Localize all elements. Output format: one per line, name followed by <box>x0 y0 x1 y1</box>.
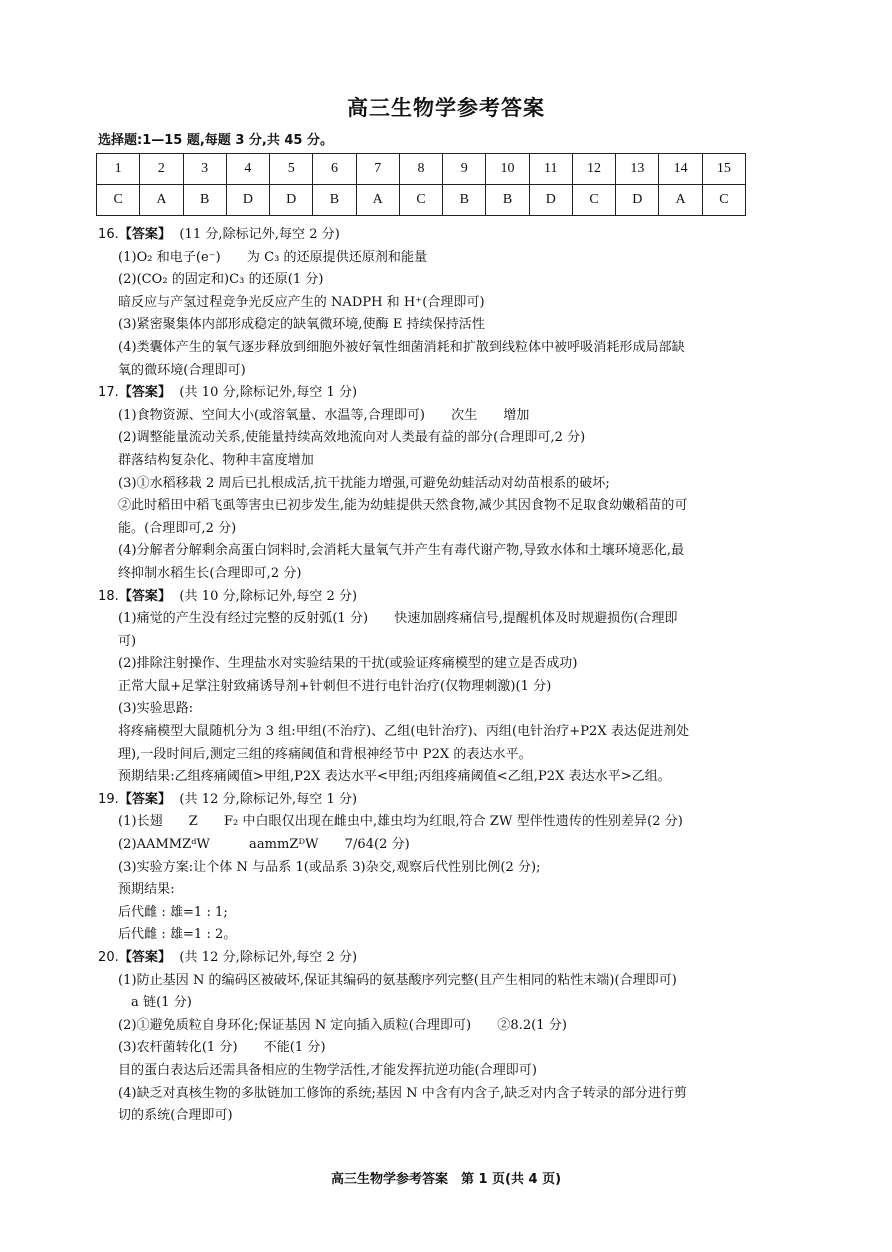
question-number-cell: 15 <box>702 154 745 185</box>
answer-line: 预期结果: <box>118 882 175 898</box>
score-note: (共 10 分,除标记外,每空 1 分) <box>179 385 358 401</box>
mc-intro: 选择题:1—15 题,每题 3 分,共 45 分。 <box>98 133 333 148</box>
answer-line: ②此时稻田中稻飞虱等害虫已初步发生,能为幼蛙提供天然食物,减少其因食物不足取食幼嫩稻苗的可 <box>118 498 688 514</box>
answer-cell: A <box>659 185 702 216</box>
answer-line: (1)痛觉的产生没有经过完整的反射弧(1 分) 快速加剧疼痛信号,提醒机体及时规避损伤(合理即 <box>118 611 678 627</box>
answer-cell: D <box>529 185 572 216</box>
answer-table-numbers-row <box>97 154 746 185</box>
score-note: (共 12 分,除标记外,每空 2 分) <box>179 950 358 965</box>
answer-cell: C <box>97 185 140 216</box>
answer-cell: C <box>572 185 615 216</box>
answer-line: 切的系统(合理即可) <box>118 1108 233 1124</box>
answer-line: 将疼痛模型大鼠随机分为 3 组:甲组(不治疗)、乙组(电针治疗)、丙组(电针治疗+P2X 表达促进剂处 <box>118 724 690 740</box>
question-number-cell: 4 <box>226 154 269 185</box>
question-number-cell: 2 <box>140 154 183 185</box>
score-note: (共 12 分,除标记外,每空 1 分) <box>179 791 358 807</box>
answer-tag: 【答案】 <box>118 791 172 807</box>
answer-cell: B <box>443 185 486 216</box>
page-footer: 高三生物学参考答案 第 1 页(共 4 页) <box>330 1172 562 1187</box>
question-number-cell: 3 <box>183 154 226 185</box>
question-number-cell: 12 <box>572 154 615 185</box>
answer-line: (1)长翅 Z F₂ 中白眼仅出现在雌虫中,雄虫均为红眼,符合 ZW 型伴性遗传的性别差异(2 分) <box>118 814 683 830</box>
answer-line: 可) <box>118 633 137 649</box>
question-number: 17. <box>98 385 119 401</box>
answer-line: (3)①水稻移栽 2 周后已扎根成活,抗干扰能力增强,可避免幼蛙活动对幼苗根系的破坏; <box>118 475 610 491</box>
question-number-cell: 11 <box>529 154 572 185</box>
question-block <box>98 586 808 789</box>
answer-line: (2)排除注射操作、生理盐水对实验结果的干扰(或验证疼痛模型的建立是否成功) <box>118 656 578 672</box>
answer-table-answers-row <box>97 185 746 216</box>
answer-line: 后代雌 : 雄=1 : 2。 <box>118 927 237 943</box>
answer-line: (4)缺乏对真核生物的多肽链加工修饰的系统;基因 N 中含有内含子,缺乏对内含子转录的部分进行剪 <box>118 1085 687 1101</box>
score-note: (共 10 分,除标记外,每空 2 分) <box>179 588 358 604</box>
question-number-cell: 7 <box>356 154 399 185</box>
score-note: (11 分,除标记外,每空 2 分) <box>179 227 340 242</box>
answer-line: (4)分解者分解剩余高蛋白饲料时,会消耗大量氧气并产生有毒代谢产物,导致水体和土壤环境恶化,最 <box>118 543 685 559</box>
answers-content <box>98 224 808 1128</box>
question-number: 20. <box>98 950 119 965</box>
question-number: 19. <box>98 791 119 807</box>
question-header <box>98 789 808 812</box>
answer-line: 正常大鼠+足掌注射致痛诱导剂+针刺但不进行电针治疗(仅物理刺激)(1 分) <box>118 678 552 694</box>
answer-line: 预期结果:乙组疼痛阈值>甲组,P2X 表达水平<甲组;丙组疼痛阈值<乙组,P2X 表达水平>乙组。 <box>118 769 671 785</box>
question-number-cell: 1 <box>97 154 140 185</box>
answer-cell: B <box>183 185 226 216</box>
question-block <box>98 789 808 947</box>
question-number: 16. <box>98 227 119 242</box>
question-header <box>98 947 808 970</box>
question-block <box>98 382 808 585</box>
answer-table <box>96 153 746 216</box>
answer-line: (4)类囊体产生的氧气逐步释放到细胞外被好氧性细菌消耗和扩散到线粒体中被呼吸消耗形成局部缺 <box>118 339 685 355</box>
answer-line: (3)实验思路: <box>118 701 194 717</box>
question-header <box>98 382 808 405</box>
answer-line: 暗反应与产氢过程竞争光反应产生的 NADPH 和 H⁺(合理即可) <box>118 294 485 310</box>
question-block <box>98 224 808 382</box>
question-header <box>98 224 808 247</box>
question-number-cell: 5 <box>270 154 313 185</box>
answer-cell: B <box>486 185 529 216</box>
question-number: 18. <box>98 588 119 604</box>
answer-cell: A <box>140 185 183 216</box>
answer-line: (1)防止基因 N 的编码区被破坏,保证其编码的氨基酸序列完整(且产生相同的粘性末端)(合理即可) <box>118 972 677 988</box>
answer-tag: 【答案】 <box>118 950 172 965</box>
answer-cell: C <box>399 185 442 216</box>
question-block <box>98 947 808 1128</box>
answer-line: (2)AAMMZᵈW aammZᴰW 7/64(2 分) <box>118 837 410 853</box>
answer-tag: 【答案】 <box>118 385 172 401</box>
page-title: 高三生物学参考答案 <box>347 96 545 120</box>
answer-line: (3)农杆菌转化(1 分) 不能(1 分) <box>118 1040 326 1056</box>
answer-line: a 链(1 分) <box>118 995 192 1011</box>
answer-line: (2)①避免质粒自身环化;保证基因 N 定向插入质粒(合理即可) ②8.2(1 分) <box>118 1017 567 1033</box>
answer-line: 终抑制水稻生长(合理即可,2 分) <box>118 565 302 581</box>
answer-line: (3)紧密聚集体内部形成稳定的缺氧微环境,使酶 E 持续保持活性 <box>118 317 485 333</box>
answer-line: 目的蛋白表达后还需具备相应的生物学活性,才能发挥抗逆功能(合理即可) <box>118 1062 537 1078</box>
answer-cell: D <box>616 185 659 216</box>
answer-tag: 【答案】 <box>118 227 172 242</box>
answer-cell: A <box>356 185 399 216</box>
question-number-cell: 6 <box>313 154 356 185</box>
question-number-cell: 13 <box>616 154 659 185</box>
answer-tag: 【答案】 <box>118 588 172 604</box>
answer-line: (2)调整能量流动关系,使能量持续高效地流向对人类最有益的部分(合理即可,2 分) <box>118 430 586 446</box>
question-number-cell: 8 <box>399 154 442 185</box>
question-header <box>98 586 808 609</box>
answer-cell: C <box>702 185 745 216</box>
answer-cell: B <box>313 185 356 216</box>
answer-line: 理),一段时间后,测定三组的疼痛阈值和背根神经节中 P2X 的表达水平。 <box>118 746 532 762</box>
answer-cell: D <box>270 185 313 216</box>
answer-line: (3)实验方案:让个体 N 与品系 1(或品系 3)杂交,观察后代性别比例(2 分); <box>118 859 541 875</box>
answer-line: (1)O₂ 和电子(e⁻) 为 C₃ 的还原提供还原剂和能量 <box>118 249 428 265</box>
answer-line: (1)食物资源、空间大小(或溶氧量、水温等,合理即可) 次生 增加 <box>118 407 530 423</box>
question-number-cell: 9 <box>443 154 486 185</box>
question-number-cell: 10 <box>486 154 529 185</box>
answer-line: 后代雌 : 雄=1 : 1; <box>118 904 228 920</box>
answer-line: 群落结构复杂化、物种丰富度增加 <box>118 452 314 468</box>
answer-cell: D <box>226 185 269 216</box>
question-number-cell: 14 <box>659 154 702 185</box>
answer-line: (2)(CO₂ 的固定和)C₃ 的还原(1 分) <box>118 272 324 288</box>
answer-line: 氧的微环境(合理即可) <box>118 362 246 378</box>
answer-line: 能。(合理即可,2 分) <box>118 520 237 536</box>
